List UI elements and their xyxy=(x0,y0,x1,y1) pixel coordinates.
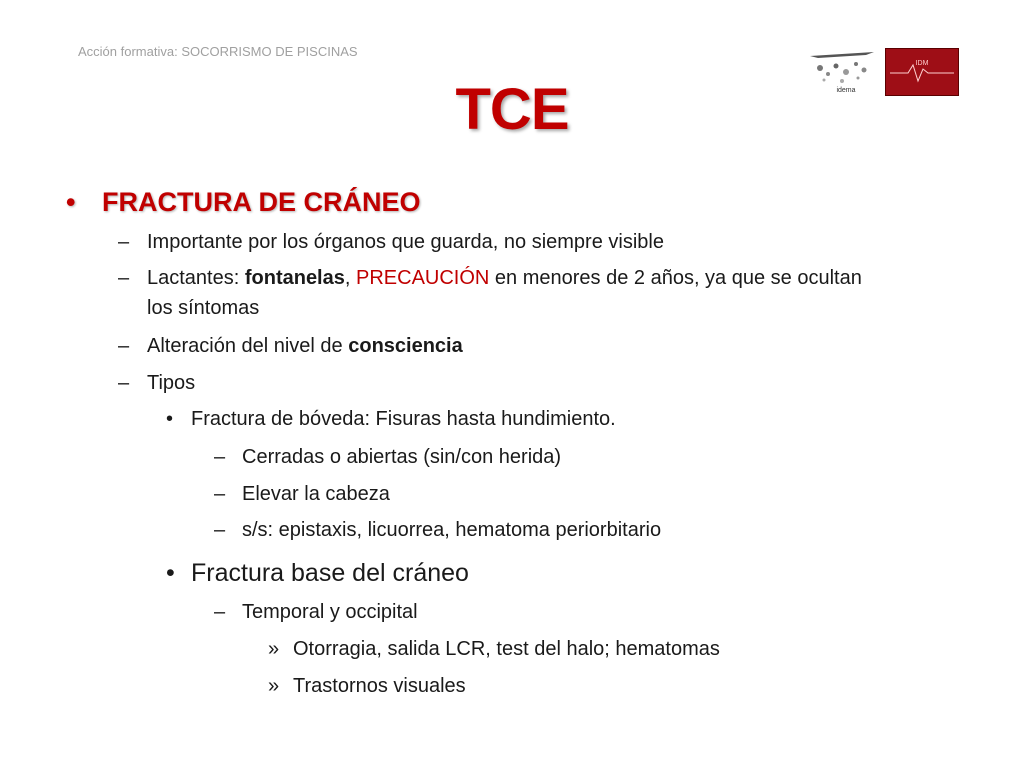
dash-marker: – xyxy=(214,446,226,468)
idema-logo-text: idema xyxy=(836,87,856,94)
list-item-text: Otorragia, salida LCR, test del halo; hematomas xyxy=(293,638,720,660)
dash-marker: – xyxy=(118,335,130,357)
list-item-text: Fractura de bóveda: Fisuras hasta hundimiento. xyxy=(191,408,616,430)
slide-title: TCE xyxy=(455,77,569,142)
heading-text: FRACTURA DE CRÁNEO xyxy=(102,187,421,217)
list-item-text: Elevar la cabeza xyxy=(242,483,390,505)
warning-text: PRECAUCIÓN xyxy=(356,267,490,289)
raquo-marker: » xyxy=(268,638,280,660)
dash-marker: – xyxy=(118,231,130,253)
emphasis-text: fontanelas xyxy=(244,267,345,289)
list-item-text: Alteración del nivel de consciencia xyxy=(147,335,463,357)
dash-marker: – xyxy=(118,372,130,394)
bullet-marker: • xyxy=(166,408,174,430)
bullet-marker: • xyxy=(66,187,76,217)
dash-marker: – xyxy=(214,601,226,623)
emphasis-text: consciencia xyxy=(348,335,463,357)
list-item-text: Fractura base del cráneo xyxy=(191,559,469,587)
list-item-text: Cerradas o abiertas (sin/con herida) xyxy=(242,446,562,468)
bullet-marker: • xyxy=(166,559,175,587)
list-item-text: s/s: epistaxis, licuorrea, hematoma periorbitario xyxy=(242,519,662,541)
list-item-text: Lactantes: fontanelas, PRECAUCIÓN en menores de 2 años, ya que se ocultan xyxy=(147,267,862,289)
list-item-text: Trastornos visuales xyxy=(293,675,466,697)
list-item-text: Importante por los órganos que guarda, no siempre visible xyxy=(147,231,664,253)
dash-marker: – xyxy=(118,267,130,289)
idm-logo-text: IDM xyxy=(915,60,929,67)
list-item-text: Temporal y occipital xyxy=(242,601,418,623)
dash-marker: – xyxy=(214,519,226,541)
list-item-continuation: los síntomas xyxy=(147,297,260,319)
raquo-marker: » xyxy=(268,675,280,697)
course-name: Acción formativa: SOCORRISMO DE PISCINAS xyxy=(78,44,358,59)
dash-marker: – xyxy=(214,483,226,505)
list-item-text: Tipos xyxy=(147,372,196,394)
